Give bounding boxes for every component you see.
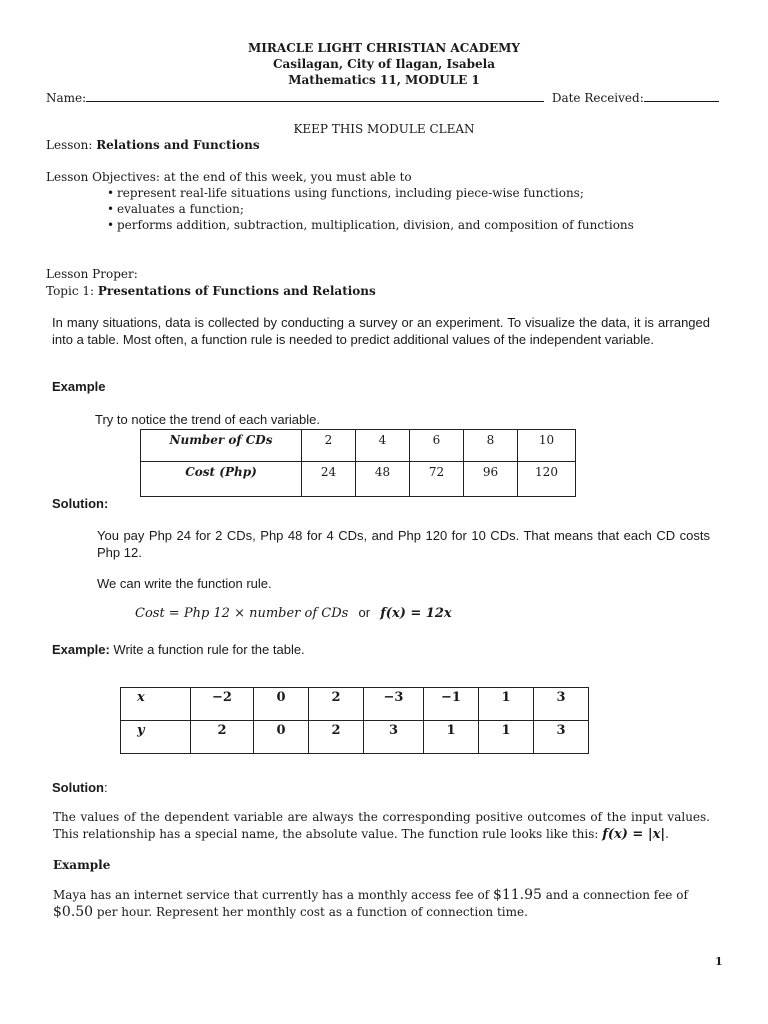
table-row <box>121 721 589 754</box>
lesson-proper-label: Lesson Proper: <box>46 267 138 281</box>
example3-text-b: and a connection fee of <box>541 888 688 902</box>
table-cell: 3 <box>534 721 589 754</box>
table-cell: 3 <box>364 721 424 754</box>
solution2-body: The values of the dependent variable are always the corresponding positive outcomes of the input values. This relationship has a special name, the absolute value. The function rule looks like this: <box>53 810 710 841</box>
connection-fee: $0.50 <box>53 904 94 920</box>
example-prompt: Try to notice the trend of each variable. <box>95 412 320 427</box>
table-cell: 0 <box>254 688 309 721</box>
example3-text <box>53 887 713 921</box>
table-cell: 3 <box>534 688 589 721</box>
table-cell: 4 <box>356 430 410 462</box>
example3-text-a: Maya has an internet service that currently has a monthly access fee of <box>53 888 493 902</box>
topic-label: Topic 1: <box>46 284 98 298</box>
topic-title: Presentations of Functions and Relations <box>97 284 376 298</box>
solution2-colon: : <box>104 780 108 795</box>
table-cell: 1 <box>479 721 534 754</box>
date-received-label: Date Received: <box>551 91 644 105</box>
rule-intro: We can write the function rule. <box>97 576 272 591</box>
table-cell: −3 <box>364 688 424 721</box>
school-address: Casilagan, City of Ilagan, Isabela <box>272 57 496 71</box>
table-cell-label: Cost (Php) <box>141 462 302 497</box>
keep-clean-notice: KEEP THIS MODULE CLEAN <box>293 122 475 136</box>
table-cell: 120 <box>518 462 576 497</box>
table-cell: 96 <box>464 462 518 497</box>
table-cell: 2 <box>309 721 364 754</box>
formula-or: or <box>358 605 371 620</box>
table-cell: 6 <box>410 430 464 462</box>
example2-line <box>52 641 305 658</box>
solution2-period: . <box>665 827 669 841</box>
page-number: 1 <box>715 955 723 968</box>
formula-cost: Cost = Php 12 × number of CDs <box>135 606 349 621</box>
name-field[interactable] <box>86 89 544 102</box>
table-row <box>141 462 576 497</box>
example2-prompt: Write a function rule for the table. <box>109 642 305 657</box>
lesson-label: Lesson: <box>46 138 97 152</box>
table-cell: 24 <box>302 462 356 497</box>
table-cell: 0 <box>254 721 309 754</box>
name-label: Name: <box>46 91 87 105</box>
school-name: MIRACLE LIGHT CHRISTIAN ACADEMY <box>248 41 520 55</box>
date-received-field[interactable] <box>644 89 719 102</box>
table-cell: 8 <box>464 430 518 462</box>
module-title: Mathematics 11, MODULE 1 <box>288 73 480 87</box>
example2-heading: Example: <box>52 642 110 657</box>
solution-text: You pay Php 24 for 2 CDs, Php 48 for 4 CDs, and Php 120 for 10 CDs. That means that each CD costs Php 12. <box>97 528 710 560</box>
table-cell: 72 <box>410 462 464 497</box>
table-cell: 1 <box>479 688 534 721</box>
table-row <box>121 688 589 721</box>
table-cell: 2 <box>191 721 254 754</box>
objective-item: • performs addition, subtraction, multiplication, division, and composition of functions <box>107 217 634 233</box>
cd-cost-table <box>140 429 576 497</box>
table-row <box>141 430 576 462</box>
objective-item: • evaluates a function; <box>107 201 634 217</box>
objectives-list <box>107 185 634 233</box>
solution-heading: Solution: <box>52 496 109 511</box>
lesson-line <box>46 137 260 153</box>
example3-heading: Example <box>53 858 111 872</box>
table-cell: −1 <box>424 688 479 721</box>
table-cell-label: Number of CDs <box>141 430 302 462</box>
table-cell-label: y <box>121 721 191 754</box>
topic-line <box>46 283 376 299</box>
function-rule-formula <box>135 605 452 621</box>
xy-table <box>120 687 589 754</box>
absolute-value-formula: f(x) = |x| <box>602 827 666 842</box>
intro-paragraph: In many situations, data is collected by conducting a survey or an experiment. To visualize the data, it is arranged into a table. Most often, a function rule is needed to predict additional values of the independent variable. <box>52 315 710 347</box>
lesson-title: Relations and Functions <box>96 138 260 152</box>
solution2-heading-line <box>52 779 108 796</box>
example3-text-c: per hour. Represent her monthly cost as a function of connection time. <box>93 905 528 919</box>
table-cell: 1 <box>424 721 479 754</box>
table-cell: 48 <box>356 462 410 497</box>
table-cell: 2 <box>309 688 364 721</box>
solution2-text <box>53 809 710 843</box>
name-date-row <box>46 89 726 106</box>
table-cell-label: x <box>121 688 191 721</box>
table-cell: 10 <box>518 430 576 462</box>
table-cell: 2 <box>302 430 356 462</box>
table-cell: −2 <box>191 688 254 721</box>
objective-item: • represent real-life situations using functions, including piece-wise functions; <box>107 185 634 201</box>
formula-fx: f(x) = 12x <box>380 606 452 621</box>
solution2-heading: Solution <box>52 780 104 795</box>
objectives-intro: Lesson Objectives: at the end of this week, you must able to <box>46 170 412 184</box>
access-fee: $11.95 <box>492 887 542 903</box>
example-heading: Example <box>52 379 106 394</box>
